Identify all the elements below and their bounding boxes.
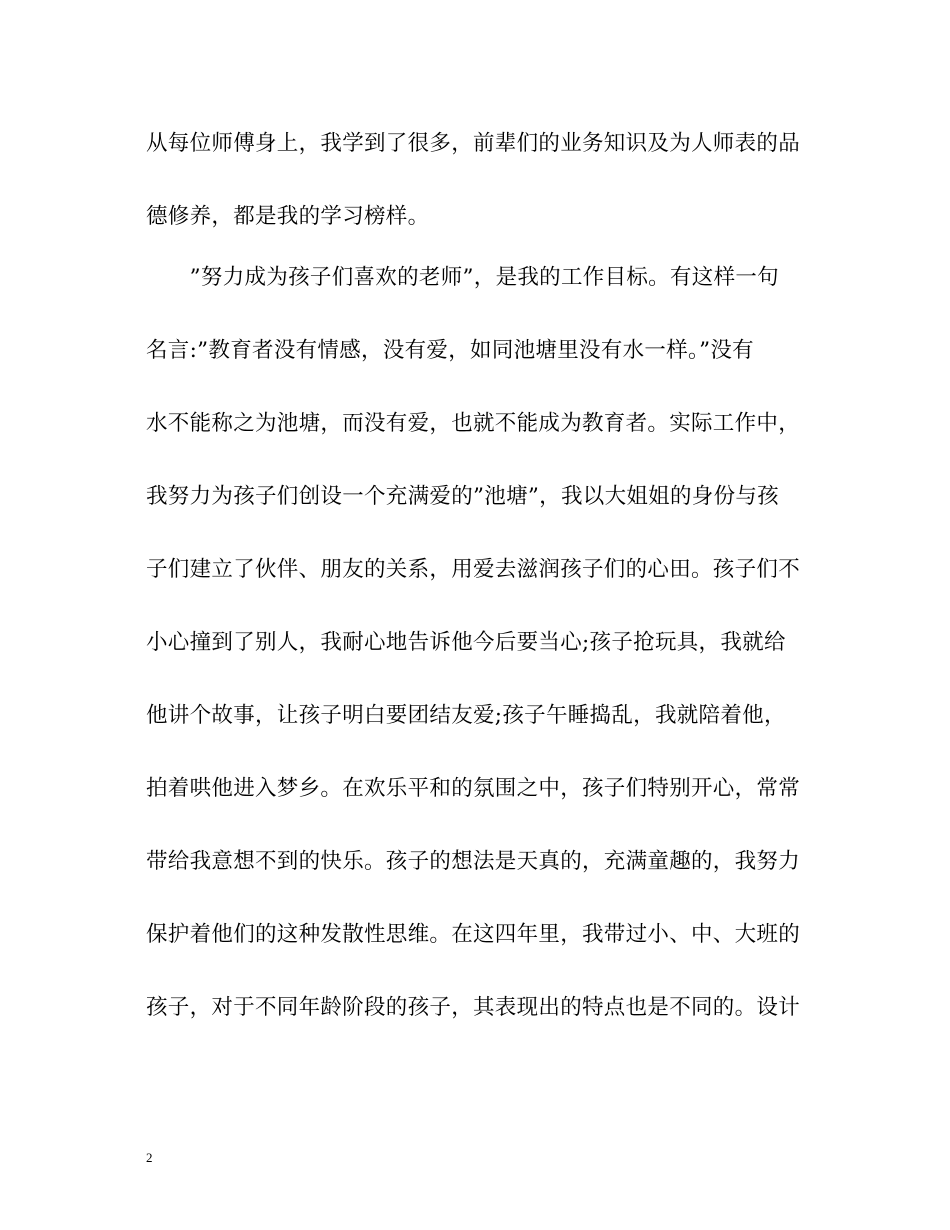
text-line: 子们建立了伙伴、朋友的关系，用爱去滋润孩子们的心田。孩子们不: [146, 557, 801, 582]
page-number: 2: [146, 1150, 153, 1165]
text-line: ”努力成为孩子们喜欢的老师”，是我的工作目标。有这样一句: [146, 265, 779, 290]
text-line: 从每位师傅身上，我学到了很多，前辈们的业务知识及为人师表的品: [146, 131, 801, 156]
text-line: 保护着他们的这种发散性思维。在这四年里，我带过小、中、大班的: [146, 922, 801, 947]
text-line: 我努力为孩子们创设一个充满爱的”池塘”，我以大姐姐的身份与孩: [146, 484, 779, 509]
text-line: 他讲个故事，让孩子明白要团结友爱;孩子午睡捣乱，我就陪着他，: [146, 703, 786, 728]
text-line: 孩子，对于不同年龄阶段的孩子，其表现出的特点也是不同的。设计: [146, 995, 801, 1020]
text-line: 名言:”教育者没有情感，没有爱，如同池塘里没有水一样。”没有: [146, 338, 754, 363]
text-line: 水不能称之为池塘，而没有爱，也就不能成为教育者。实际工作中，: [146, 411, 801, 436]
text-line: 拍着哄他进入梦乡。在欢乐平和的氛围之中，孩子们特别开心，常常: [146, 776, 801, 801]
text-line: 小心撞到了别人，我耐心地告诉他今后要当心;孩子抢玩具，我就给: [146, 630, 786, 655]
text-line: 德修养，都是我的学习榜样。: [146, 204, 430, 229]
text-line: 带给我意想不到的快乐。孩子的想法是天真的，充满童趣的，我努力: [146, 849, 801, 874]
